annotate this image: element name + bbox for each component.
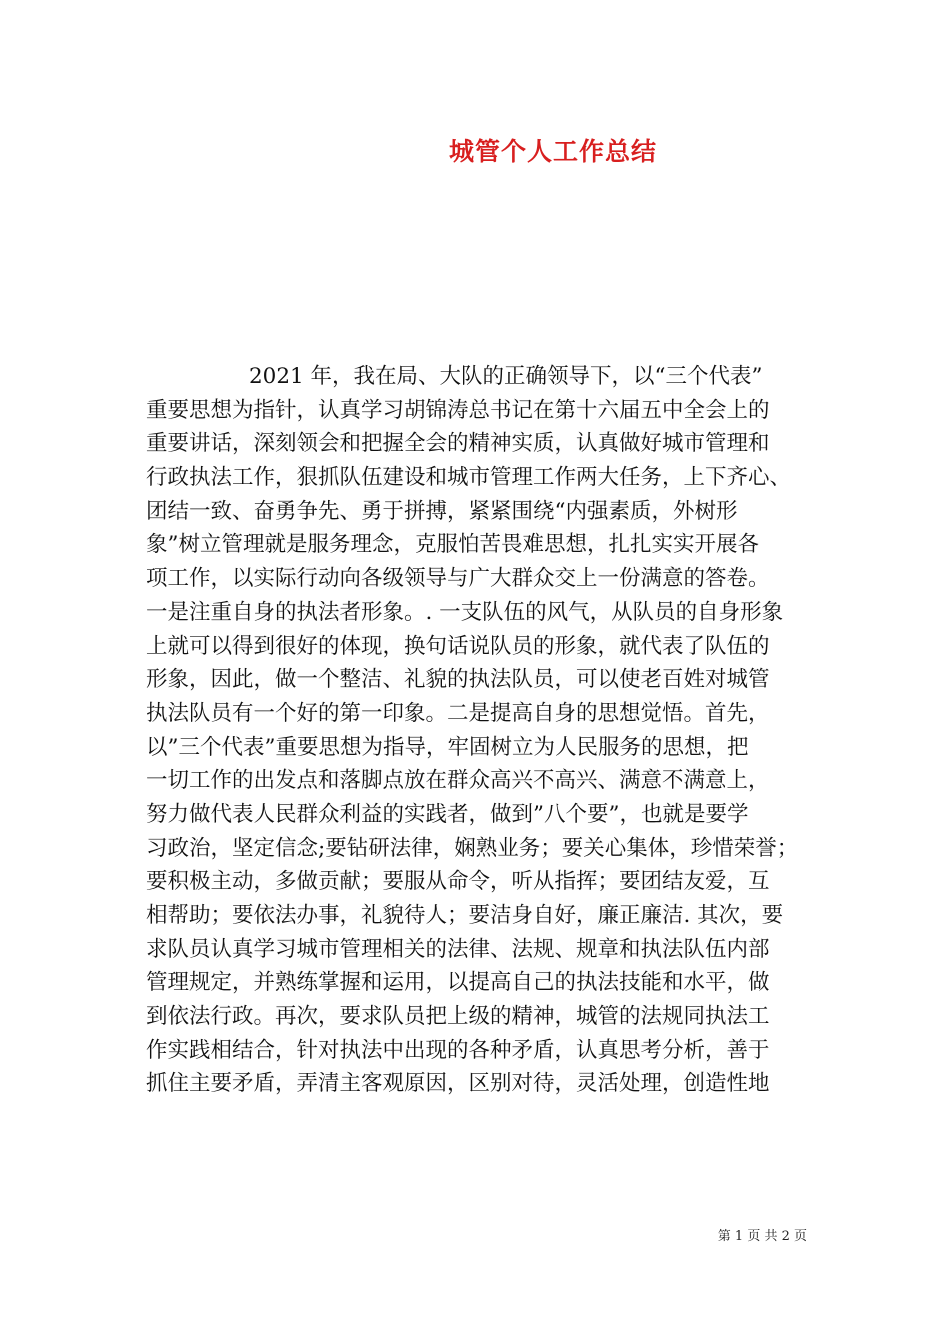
- body-line: 团结一致、奋勇争先、勇于拼搏，紧紧围绕“内强素质，外树形: [146, 498, 738, 524]
- body-line: 形象，因此，做一个整洁、礼貌的执法队员，可以使老百姓对城管: [146, 667, 770, 693]
- document-body: [146, 360, 826, 1101]
- body-line: 管理规定，并熟练掌握和运用，以提高自己的执法技能和水平，做: [146, 970, 770, 996]
- body-line: 项工作，以实际行动向各级领导与广大群众交上一份满意的答卷。: [146, 566, 770, 592]
- body-line: 作实践相结合，针对执法中出现的各种矛盾，认真思考分析，善于: [146, 1037, 770, 1063]
- body-line: 到依法行政。再次，要求队员把上级的精神，城管的法规同执法工: [146, 1004, 770, 1030]
- page-number: 第 1 页 共 2 页: [717, 1229, 807, 1244]
- body-line: 习政治，坚定信念;要钻研法律，娴熟业务；要关心集体，珍惜荣誉；: [146, 835, 799, 861]
- body-line: 上就可以得到很好的体现，换句话说队员的形象，就代表了队伍的: [146, 633, 770, 659]
- body-line: 一是注重自身的执法者形象。. 一支队伍的风气，从队员的自身形象: [146, 599, 784, 625]
- body-line: 要积极主动，多做贡献；要服从命令，听从指挥；要团结友爱，互: [146, 869, 770, 895]
- body-line: 努力做代表人民群众利益的实践者，做到”八个要”，也就是要学: [146, 801, 749, 827]
- body-line: 一切工作的出发点和落脚点放在群众高兴不高兴、满意不满意上，: [146, 768, 770, 794]
- body-line: 2021 年，我在局、大队的正确领导下，以“三个代表”: [249, 364, 763, 389]
- body-line: 相帮助；要依法办事，礼貌待人；要洁身自好，廉正廉洁. 其次，要: [146, 903, 784, 928]
- body-line: 求队员认真学习城市管理相关的法律、法规、规章和执法队伍内部: [146, 936, 770, 962]
- body-line: 抓住主要矛盾，弄清主客观原因，区别对待，灵活处理，创造性地: [146, 1071, 770, 1097]
- body-line: 重要思想为指针，认真学习胡锦涛总书记在第十六届五中全会上的: [146, 397, 770, 423]
- body-line: 行政执法工作，狠抓队伍建设和城市管理工作两大任务，上下齐心、: [146, 465, 792, 491]
- document-title: 城管个人工作总结: [448, 137, 657, 166]
- body-line: 以”三个代表”重要思想为指导，牢固树立为人民服务的思想，把: [146, 734, 749, 760]
- body-line: 执法队员有一个好的第一印象。二是提高自身的思想觉悟。首先，: [146, 700, 770, 726]
- body-line: 重要讲话，深刻领会和把握全会的精神实质，认真做好城市管理和: [146, 431, 770, 457]
- body-line: 象”树立管理就是服务理念，克服怕苦畏难思想，扎扎实实开展各: [146, 532, 759, 558]
